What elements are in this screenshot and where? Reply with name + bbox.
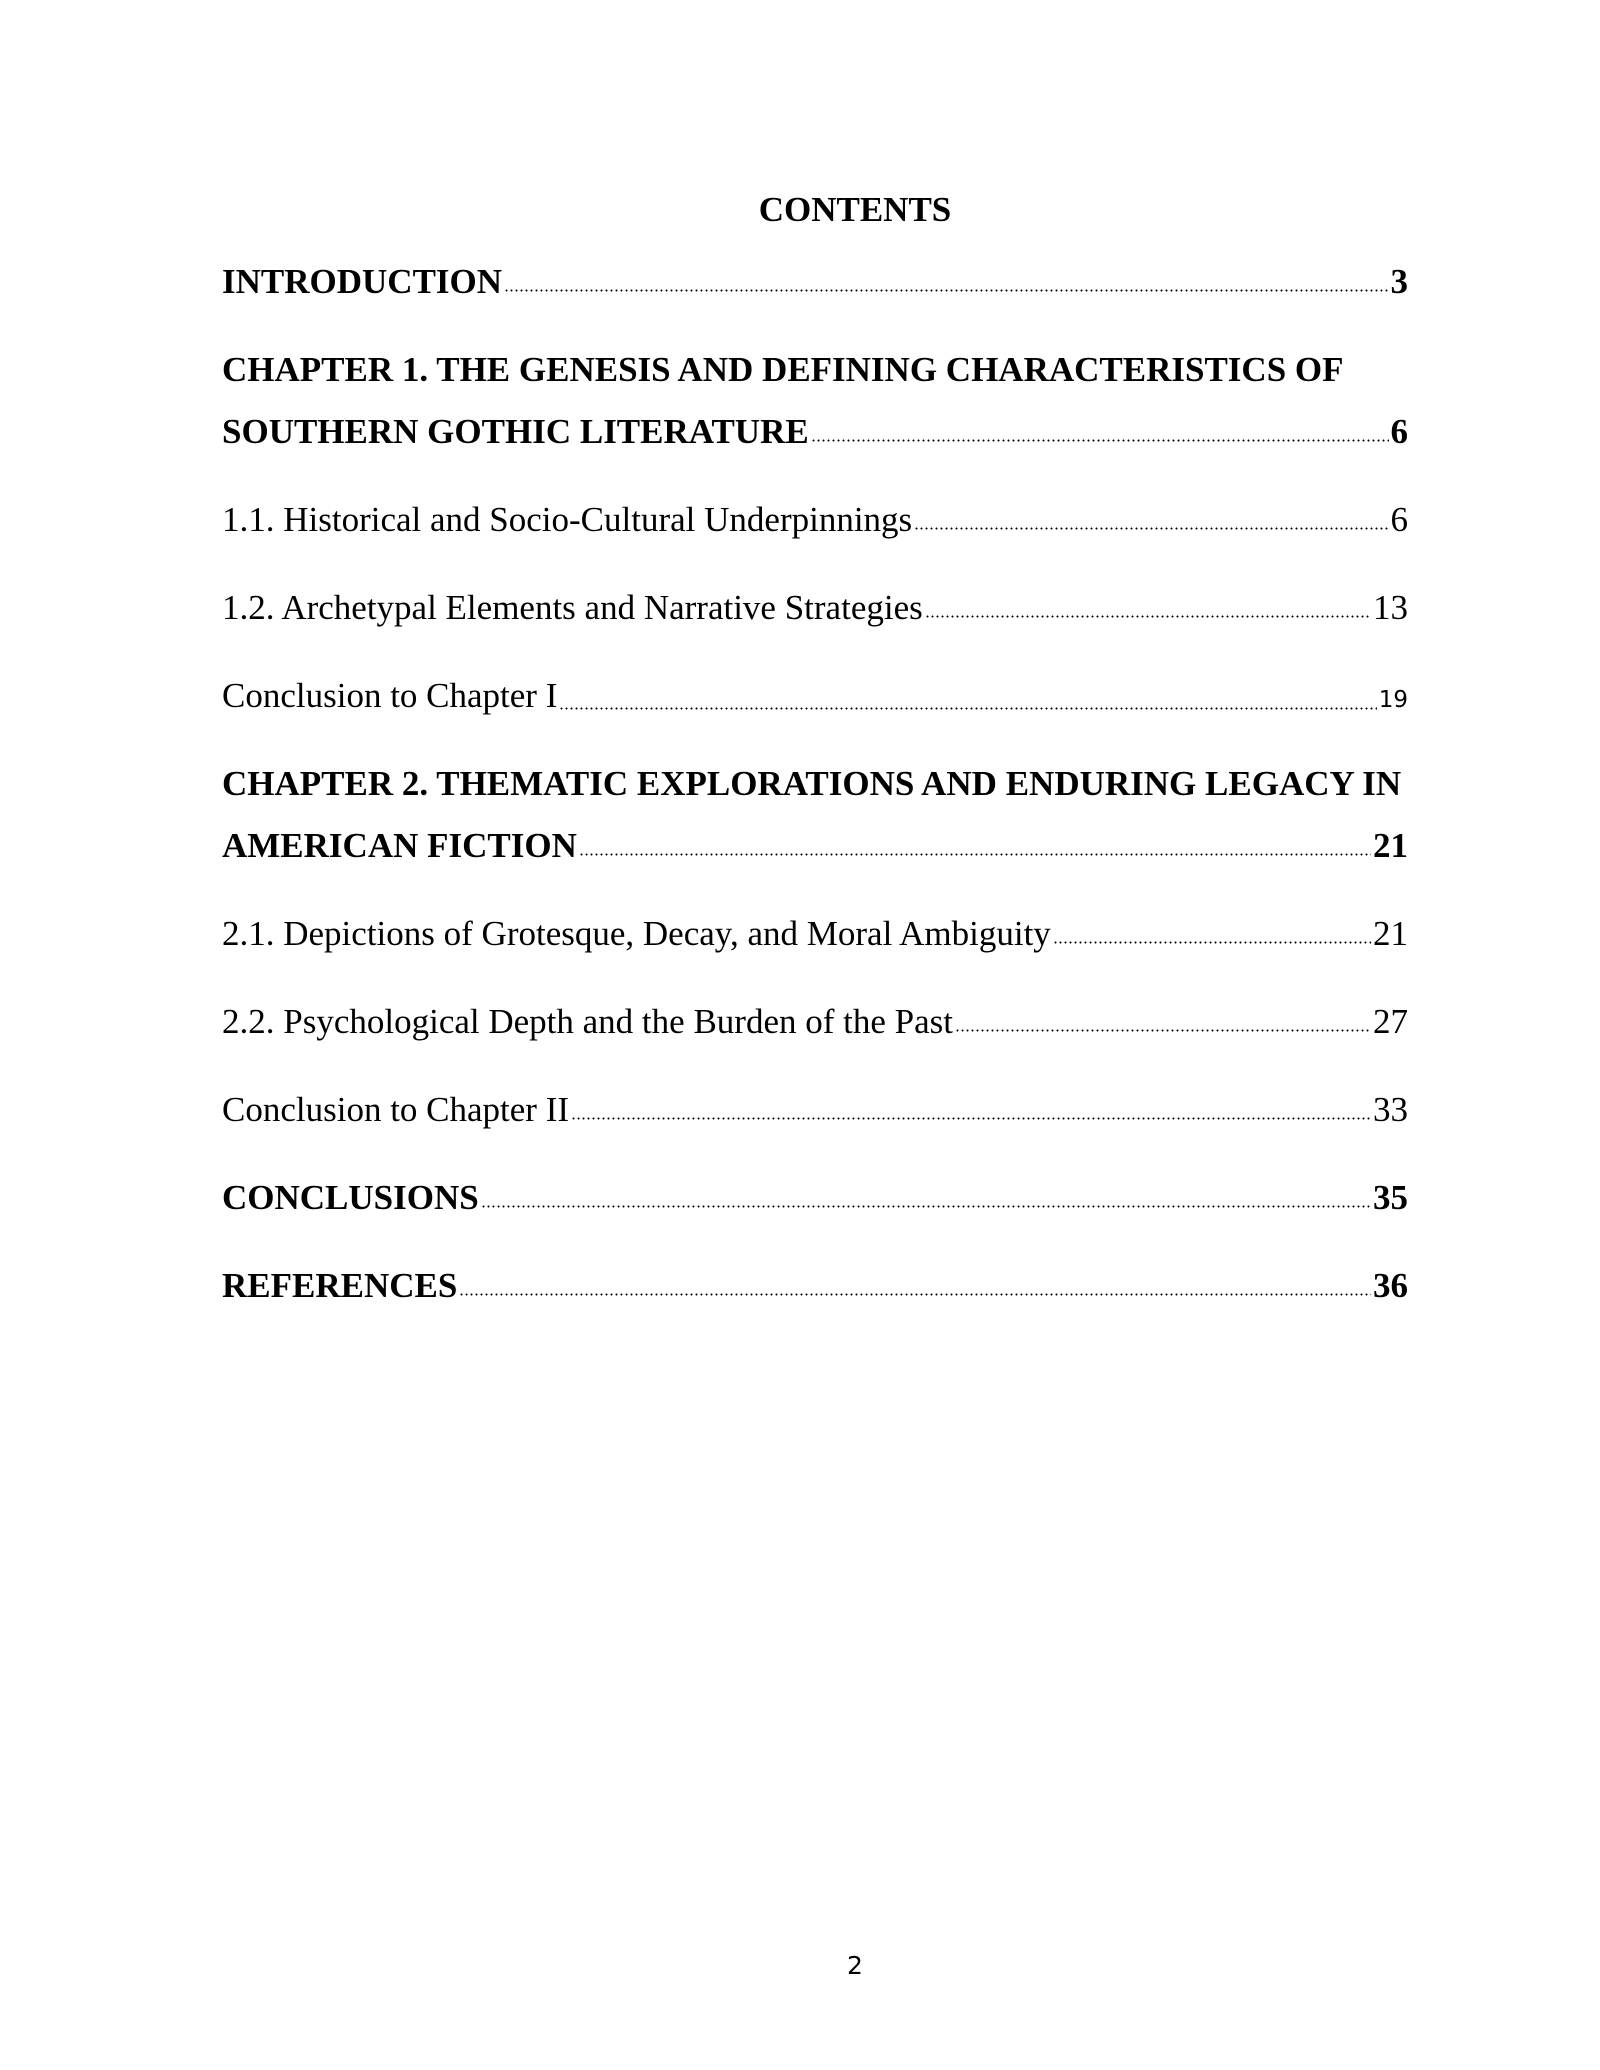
toc-entry-2-1[interactable] (222, 912, 1408, 956)
toc-entry-text: INTRODUCTION (222, 262, 503, 301)
toc-entry-text: Conclusion to Chapter I (222, 676, 558, 715)
dot-leader (925, 611, 1371, 621)
toc-entry-chapter-2[interactable] (222, 824, 1408, 868)
toc-entry-page: 6 (1390, 500, 1408, 539)
toc-entry-conclusion-chapter-2[interactable] (222, 1088, 1408, 1132)
dot-leader (914, 523, 1388, 533)
toc-title: CONTENTS (758, 190, 952, 229)
toc-entry-text: Conclusion to Chapter II (222, 1090, 570, 1129)
toc-entry-chapter-1[interactable] (222, 410, 1408, 454)
toc-entry-text: 2.1. Depictions of Grotesque, Decay, and Moral Ambiguity (222, 914, 1051, 953)
toc-entry-1-1[interactable] (222, 498, 1408, 542)
toc-entry-introduction[interactable] (222, 260, 1408, 304)
toc-entry-page: 6 (1390, 412, 1408, 451)
page-number: 2 (847, 1951, 863, 1980)
toc-entry-1-2[interactable] (222, 586, 1408, 630)
dot-leader (579, 849, 1371, 859)
toc-entry-page: 27 (1373, 1002, 1408, 1041)
toc-entry-references[interactable] (222, 1264, 1408, 1308)
dot-leader (559, 703, 1376, 713)
toc-entry-page: 33 (1373, 1090, 1408, 1129)
dot-leader (811, 435, 1389, 445)
toc-entry-page: 35 (1373, 1178, 1408, 1217)
toc-entry-conclusion-chapter-1[interactable] (222, 674, 1408, 722)
dot-leader (1053, 937, 1371, 947)
toc-entry-page: 13 (1373, 588, 1408, 627)
toc-entry-page: 21 (1373, 914, 1408, 953)
toc-entry-2-2[interactable] (222, 1000, 1408, 1044)
toc-entry-text: 1.2. Archetypal Elements and Narrative Strategies (222, 588, 923, 627)
toc-entry-page: 3 (1390, 262, 1408, 301)
dot-leader (459, 1289, 1371, 1299)
toc-entry-page: 19 (1378, 687, 1408, 713)
toc-entry-text: SOUTHERN GOTHIC LITERATURE (222, 412, 809, 451)
toc-entry-text: 1.1. Historical and Socio-Cultural Underpinnings (222, 500, 913, 539)
dot-leader (571, 1113, 1371, 1123)
toc-entry-page: 36 (1373, 1266, 1408, 1305)
dot-leader (504, 285, 1388, 295)
dot-leader (481, 1201, 1371, 1211)
toc-entry-text: AMERICAN FICTION (222, 826, 577, 865)
toc-chapter-2-heading[interactable]: CHAPTER 2. THEMATIC EXPLORATIONS AND ENDURING LEGACY IN (222, 764, 1402, 803)
toc-chapter-1-heading[interactable]: CHAPTER 1. THE GENESIS AND DEFINING CHARACTERISTICS OF (222, 350, 1344, 389)
toc-entry-conclusions[interactable] (222, 1176, 1408, 1220)
dot-leader (955, 1025, 1371, 1035)
toc-entry-page: 21 (1373, 826, 1408, 865)
toc-entry-text: CONCLUSIONS (222, 1178, 479, 1217)
toc-entry-text: 2.2. Psychological Depth and the Burden of the Past (222, 1002, 953, 1041)
toc-entry-text: REFERENCES (222, 1266, 458, 1305)
